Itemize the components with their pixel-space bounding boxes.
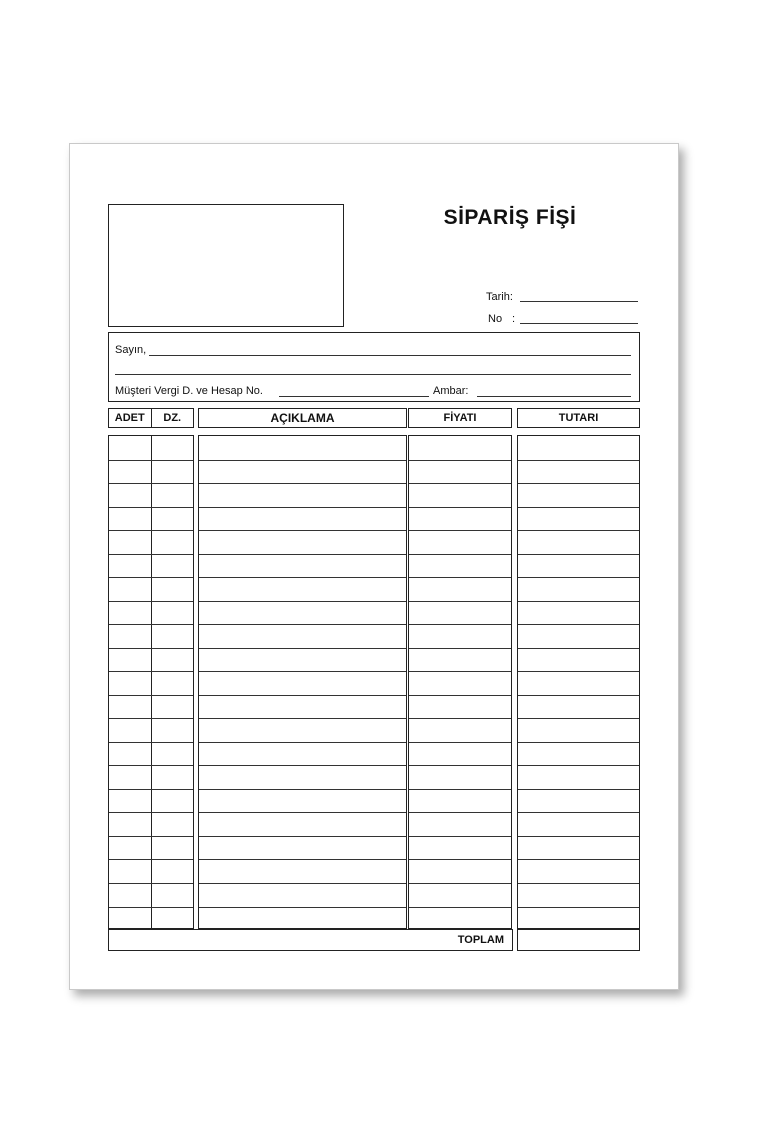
table-row-line [109,507,193,508]
table-row-line [199,554,406,555]
table-row-line [409,554,511,555]
table-row-line [199,836,406,837]
total-label-cell [108,929,513,951]
customer-address-field[interactable] [115,374,631,375]
table-row-line [518,907,639,908]
table-row-line [518,812,639,813]
no-colon: : [512,313,516,325]
table-row-line [109,695,193,696]
table-row-line [409,624,511,625]
table-row-line [518,789,639,790]
customer-label: Sayın, [115,344,147,356]
table-row-line [409,577,511,578]
form-title: SİPARİŞ FİŞİ [443,206,577,229]
table-row-line [109,648,193,649]
table-row-line [109,554,193,555]
table-row-line [409,789,511,790]
table-row-line [199,530,406,531]
logo-box [108,204,344,327]
table-row-line [518,718,639,719]
table-row-line [409,742,511,743]
table-row-line [109,460,193,461]
date-label: Tarih: [486,291,513,303]
table-row-line [109,530,193,531]
table-row-line [518,836,639,837]
table-row-line [409,507,511,508]
table-row-line [109,789,193,790]
total-label: TOPLAM [457,934,504,946]
column-adet-dz [108,435,194,929]
table-row-line [109,812,193,813]
table-row-line [109,624,193,625]
table-row-line [199,483,406,484]
table-row-line [109,883,193,884]
header-fiyati: FİYATI [408,408,512,428]
no-field[interactable] [520,323,638,324]
table-row-line [409,601,511,602]
no-label: No [488,313,503,325]
table-row-line [409,530,511,531]
table-row-line [409,765,511,766]
table-row-line [199,624,406,625]
table-row-line [409,483,511,484]
customer-box [108,332,640,402]
table-row-line [199,695,406,696]
column-tutari [517,435,640,929]
table-row-line [518,483,639,484]
warehouse-label: Ambar: [433,385,469,397]
table-row-line [518,859,639,860]
table-row-line [109,859,193,860]
table-row-line [409,836,511,837]
column-divider [151,436,152,928]
table-row-line [518,695,639,696]
table-row-line [409,859,511,860]
table-row-line [409,648,511,649]
column-aciklama [198,435,407,929]
table-row-line [409,460,511,461]
table-row-line [518,601,639,602]
table-row-line [518,742,639,743]
header-adet-dz [108,408,194,428]
table-row-line [518,671,639,672]
total-value-cell[interactable] [517,929,640,951]
warehouse-field[interactable] [477,396,631,397]
table-row-line [518,460,639,461]
table-row-line [109,718,193,719]
tax-field[interactable] [279,396,429,397]
table-row-line [518,648,639,649]
table-row-line [409,671,511,672]
table-row-line [109,742,193,743]
table-row-line [409,907,511,908]
table-row-line [518,554,639,555]
table-row-line [518,883,639,884]
table-row-line [199,601,406,602]
table-row-line [199,742,406,743]
table-row-line [199,460,406,461]
table-row-line [199,507,406,508]
header-aciklama: AÇIKLAMA [198,408,407,428]
table-row-line [409,695,511,696]
tax-label: Müşteri Vergi D. ve Hesap No. [115,385,263,397]
table-row-line [199,812,406,813]
date-field[interactable] [520,301,638,302]
table-row-line [199,648,406,649]
table-row-line [109,907,193,908]
table-row-line [109,577,193,578]
table-row-line [409,812,511,813]
table-row-line [199,718,406,719]
customer-name-field[interactable] [149,355,631,356]
table-row-line [109,836,193,837]
table-row-line [199,859,406,860]
table-row-line [199,789,406,790]
column-fiyati [408,435,512,929]
table-row-line [199,765,406,766]
table-row-line [109,601,193,602]
table-row-line [518,624,639,625]
order-form-sheet [69,143,679,990]
table-row-line [109,483,193,484]
table-row-line [518,765,639,766]
table-row-line [199,577,406,578]
header-tutari: TUTARI [517,408,640,428]
table-row-line [518,530,639,531]
table-row-line [518,507,639,508]
table-row-line [199,671,406,672]
table-row-line [199,883,406,884]
table-row-line [409,718,511,719]
table-row-line [109,765,193,766]
table-row-line [109,671,193,672]
header-adet: ADET [114,412,145,424]
header-dz: DZ. [163,412,182,424]
table-row-line [409,883,511,884]
table-row-line [518,577,639,578]
table-row-line [199,907,406,908]
